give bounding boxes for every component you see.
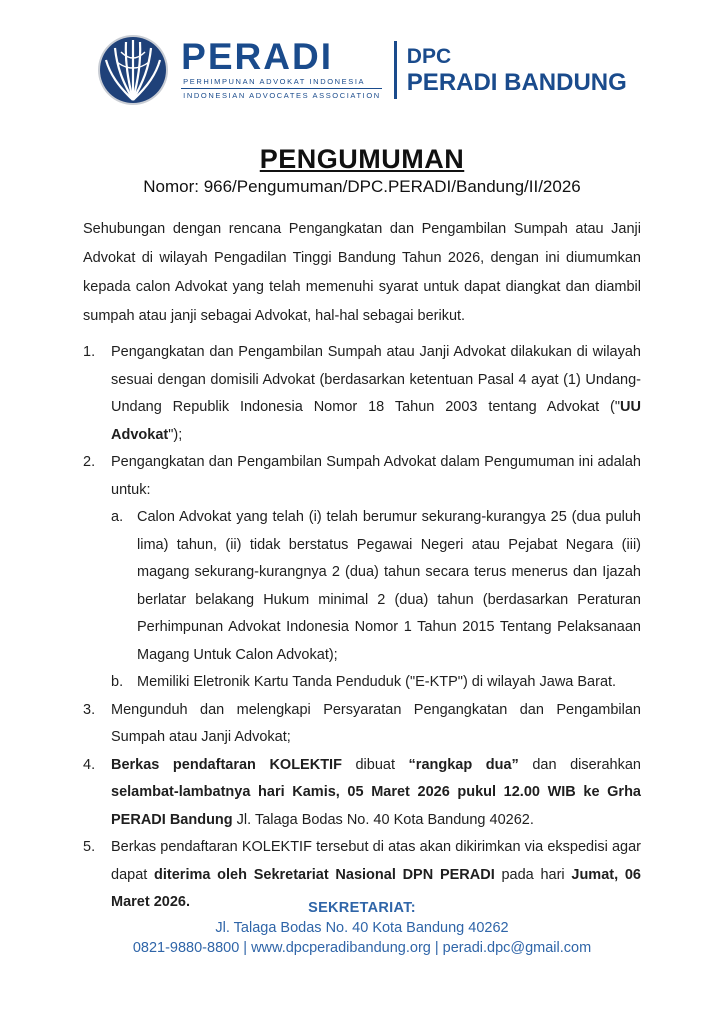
list-item (83, 752, 641, 835)
list-item-text: Pengangkatan dan Pengambilan Sumpah atau Janji Advokat dilakukan di wilayah sesuai dengan domisili Advokat (berdasarkan ketentuan Pasal 4 ayat (1) Undang-Undang Republik Indonesia Nomor 18 Tahun 2003 tentang Advokat ("UU Advokat"); (111, 344, 641, 443)
sublist-item-letter: a. (111, 509, 124, 525)
list-item-number: 2. (83, 454, 96, 470)
document-number: Nomor: 966/Pengumuman/DPC.PERADI/Bandung/II/2026 (143, 177, 581, 196)
letterhead-divider (394, 41, 397, 99)
list-item-text: Pengangkatan dan Pengambilan Sumpah Advokat dalam Pengumuman ini adalah untuk: a. Calon Advokat yang telah (i) telah berumur sekurang-kurangya 25 (dua puluh lima) tahun, (ii) tidak berstatus Pegawai Negeri atau Pejabat Negara (iii) magang sekurang-kurangnya 2 (dua) tahun secara terus menerus dan Ijazah berlatar belakang Hukum minimal 2 (dua) tahun (berdasarkan Peraturan Perhimpunan Advokat Indonesia Nomor 1 Tahun 2015 Tentang Pelaksanaan Magang Untuk Calon Advokat); b. Memiliki Eletronik Kartu Tanda Penduduk ("E-KTP") di wilayah Jawa Barat. (111, 449, 641, 697)
intro-paragraph: Sehubungan dengan rencana Pengangkatan dan Pengambilan Sumpah atau Janji Advokat di wilayah Pengadilan Tinggi Bandung Tahun 2026, dengan ini diumumkan kepada calon Advokat yang telah memenuhi syarat untuk dapat diangkat dan diambil sumpah atau janji sebagai Advokat, hal-hal sebagai berikut. (83, 221, 641, 324)
list-item-text: Berkas pendaftaran KOLEKTIF dibuat “rangkap dua” dan diserahkan selambat-lambatnya hari Kamis, 05 Maret 2026 pukul 12.00 WIB ke Grha PERADI Bandung Jl. Talaga Bodas No. 40 Kota Bandung 40262. (111, 756, 641, 828)
list-item-number: 1. (83, 344, 96, 360)
list-item-number: 3. (83, 701, 96, 718)
lettered-sublist (111, 504, 641, 697)
list-item-text: Mengunduh dan melengkapi Persyaratan Pengangkatan dan Pengambilan Sumpah atau Janji Advokat; (111, 701, 641, 745)
body-text (83, 215, 641, 917)
sublist-item-text: Memiliki Eletronik Kartu Tanda Penduduk ("E-KTP") di wilayah Jawa Barat. (137, 674, 617, 690)
list-item (83, 449, 641, 697)
sublist-item (111, 504, 641, 669)
sublist-item-letter: b. (111, 674, 124, 690)
brand-tagline-en: INDONESIAN ADVOCATES ASSOCIATION (181, 88, 382, 102)
dpc-label: DPC (406, 44, 452, 68)
document-title: PENGUMUMAN (259, 144, 465, 174)
peradi-logo (97, 34, 627, 106)
footer-heading: SEKRETARIAT: (308, 900, 416, 916)
list-item-text: Berkas pendaftaran KOLEKTIF tersebut di atas akan dikirimkan via ekspedisi agar dapat diterima oleh Sekretariat Nasional DPN PERADI pada hari Jumat, 06 Maret 2026. (111, 839, 641, 910)
sublist-item-text: Calon Advokat yang telah (i) telah berumur sekurang-kurangya 25 (dua puluh lima) tahun, (ii) tidak berstatus Pegawai Negeri atau Pejabat Negara (iii) magang sekurang-kurangnya 2 (dua) tahun secara terus menerus dan Ijazah berlatar belakang Hukum minimal 2 (dua) tahun (berdasarkan Peraturan Perhimpunan Advokat Indonesia Nomor 1 Tahun 2015 Tentang Pelaksanaan Magang Untuk Calon Advokat); (137, 509, 641, 663)
brand-wordmark: PERADI (181, 35, 333, 77)
letterhead (0, 0, 724, 106)
sublist-item (111, 669, 641, 697)
footer (0, 898, 724, 958)
document-body (0, 144, 724, 917)
list-item-number: 5. (83, 839, 96, 855)
list-item (83, 697, 641, 752)
dpc-branch-name: PERADI BANDUNG (406, 68, 627, 96)
brand-block (181, 35, 382, 102)
list-item (83, 339, 641, 449)
dpc-block (407, 45, 627, 96)
peradi-globe-icon (97, 34, 169, 106)
footer-address: Jl. Talaga Bodas No. 40 Kota Bandung 40262 (215, 920, 509, 936)
brand-tagline-id: PERHIMPUNAN ADVOKAT INDONESIA (183, 76, 366, 86)
footer-contact: 0821-9880-8800 | www.dpcperadibandung.org | peradi.dpc@gmail.com (132, 940, 592, 956)
numbered-list (83, 339, 641, 917)
list-item-number: 4. (83, 756, 96, 773)
